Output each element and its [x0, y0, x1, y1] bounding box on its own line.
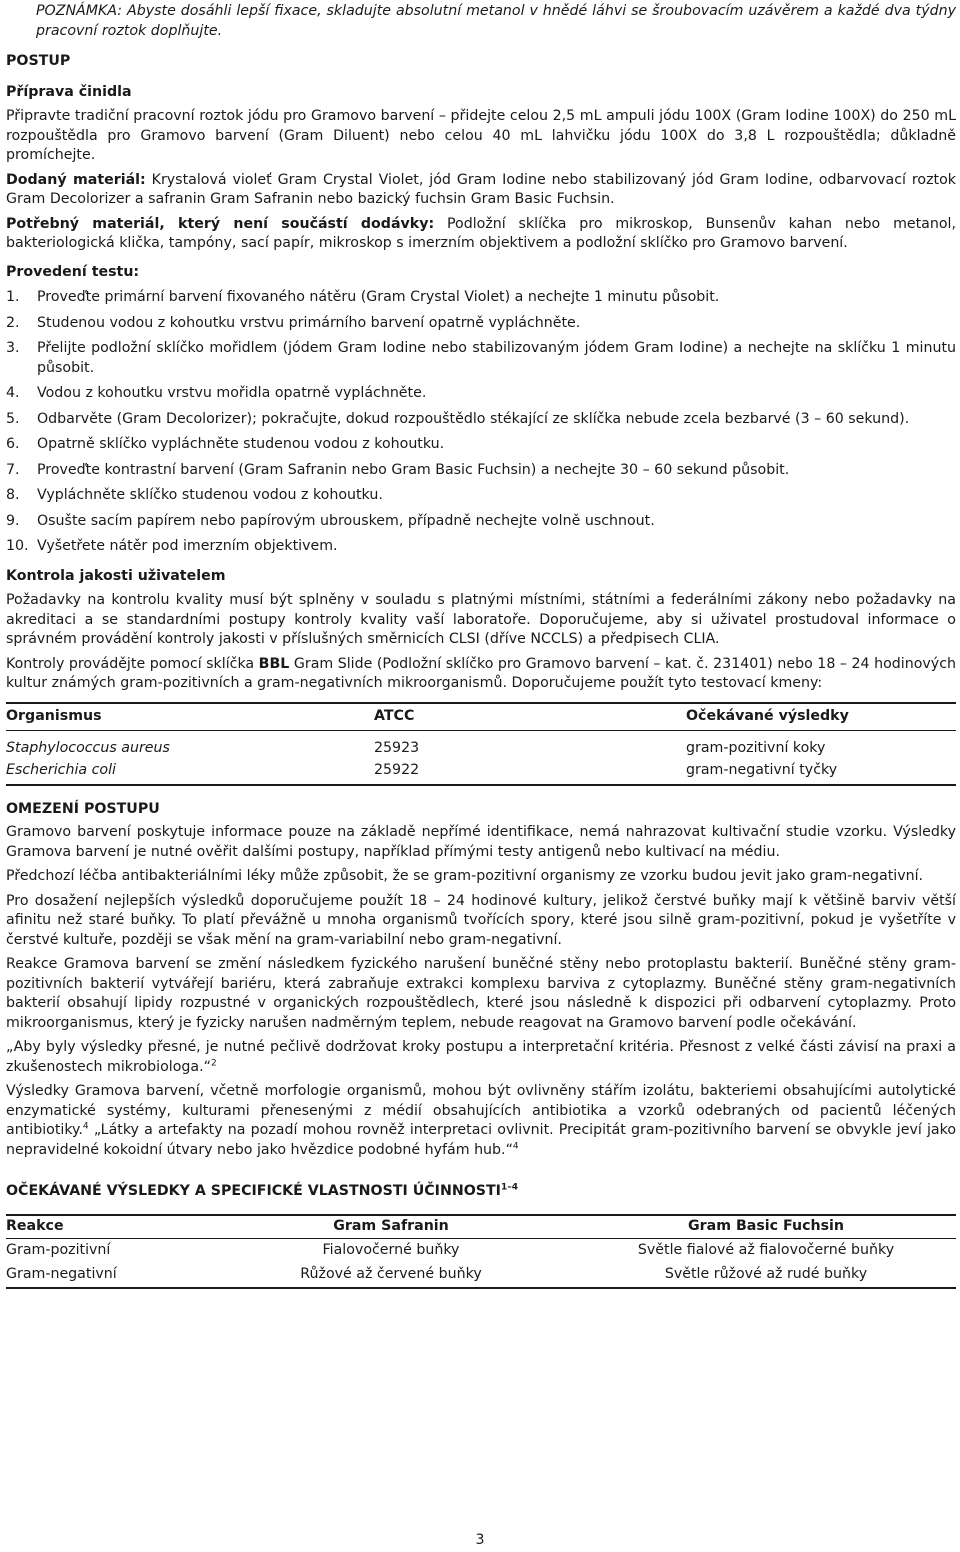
step-number: 2. — [6, 314, 20, 331]
quote-text: „Aby byly výsledky přesné, je nutné pečlivě dodržovat kroky postupu a interpretační kritéria. Přesnost z velké části závisí na praxi a zkušenostech mikrobiologa.“ — [6, 1039, 956, 1075]
list-item — [6, 339, 956, 378]
reaction-cell: Gram-pozitivní — [6, 1241, 111, 1258]
table-header-row — [6, 1215, 956, 1239]
list-item — [6, 435, 956, 455]
list-item — [6, 461, 956, 481]
reference-superscript: 4 — [82, 1121, 89, 1132]
table-row — [6, 1238, 956, 1263]
list-item — [6, 384, 956, 404]
reference-superscript: 4 — [512, 1140, 519, 1151]
atcc-cell: 25923 — [374, 739, 420, 756]
page-number: 3 — [475, 1532, 485, 1548]
table-row — [6, 1263, 956, 1288]
kontrola-paragraph-2 — [6, 655, 956, 694]
omezeni-paragraph-6 — [6, 1082, 956, 1160]
fuchsin-cell: Světle růžové až rudé buňky — [576, 1263, 956, 1288]
reaction-cell: Gram-negativní — [6, 1263, 206, 1288]
step-text: Studenou vodou z kohoutku vrstvu primárního barvení opatrně vypláchněte. — [37, 314, 581, 331]
dodany-label: Dodaný materiál: — [6, 171, 146, 188]
potrebny-label: Potřebný materiál, který není součástí dodávky: — [6, 215, 435, 232]
results-table — [6, 1214, 956, 1289]
step-number: 4. — [6, 385, 20, 401]
kontrola-p2-text-rest: Gram Slide (Podložní sklíčko pro Gramovo barvení – kat. č. 231401) nebo 18 – 24 hodinových kultur známých gram-pozitivních a gram-negativních mikroorganismů. Doporučujeme použít tyto testovací kmeny: — [6, 655, 956, 691]
priprava-heading: Příprava činidla — [6, 83, 132, 100]
kontrola-paragraph-1: Požadavky na kontrolu kvality musí být splněny v souladu s platnými místními, státními a federálními zákony nebo požadavky na akreditaci a se standardními postupy kontroly kvality vaší laboratoře. Doporučujeme, aby si uživatel prostudoval informace o správném provádění kontroly jakosti v příslušných směrnicích CLSI (dříve NCCLS) a předpisech CLIA. — [6, 592, 956, 647]
table-row — [6, 730, 956, 760]
p6-text-b: „Látky a artefakty na pozadí mohou rovněž interpretaci ovlivnit. Precipitát gram-pozitivního barvení se obvykle jeví jako nepravidelné kokoidní útvary nebo jako hvězdice podobné hyfám hub.“ — [6, 1122, 956, 1158]
omezeni-heading: OMEZENÍ POSTUPU — [6, 800, 160, 817]
omezeni-paragraph-3: Pro dosažení nejlepších výsledků doporučujeme použít 18 – 24 hodinové kultury, jelikož čerstvé buňky mají k většině barviv větší afinitu než staré buňky. To platí převážně u mnoha organismů tvořících spory, které jsou silně gram-pozitivní, pokud je vyšetříte v čerstvé kultuře, později se však mění na gram-variabilní nebo gram-negativní. — [6, 892, 956, 948]
fuchsin-cell: Světle fialové až fialovočerné buňky — [637, 1241, 895, 1258]
step-text: Vypláchněte sklíčko studenou vodou z kohoutku. — [37, 487, 383, 503]
step-number: 3. — [6, 340, 20, 356]
kontrola-heading: Kontrola jakosti uživatelem — [6, 567, 226, 584]
organism-cell: Staphylococcus aureus — [6, 739, 170, 756]
document-page — [6, 0, 956, 1289]
safranin-cell: Fialovočerné buňky — [322, 1241, 460, 1258]
table-row — [6, 760, 956, 785]
table-header-row — [6, 703, 956, 731]
result-cell: gram-pozitivní koky — [686, 739, 826, 756]
result-cell: gram-negativní tyčky — [686, 760, 956, 785]
dodany-text: Krystalová violeť Gram Crystal Violet, jód Gram Iodine nebo stabilizovaný jód Gram Iodine, odbarvovací roztok Gram Decolorizer a safranin Gram Safranin nebo bazický fuchsin Gram Basic Fuchsin. — [6, 171, 956, 207]
column-header-organismus: Organismus — [6, 703, 374, 731]
atcc-cell: 25922 — [374, 760, 686, 785]
step-number: 5. — [6, 410, 20, 427]
step-text: Opatrně sklíčko vypláchněte studenou vodou z kohoutku. — [37, 436, 445, 452]
vysledky-heading-text: OČEKÁVANÉ VÝSLEDKY A SPECIFICKÉ VLASTNOSTI ÚČINNOSTI — [6, 1183, 501, 1199]
step-text: Vodou z kohoutku vrstvu mořidla opatrně vypláchněte. — [37, 385, 427, 401]
column-header-safranin: Gram Safranin — [206, 1215, 576, 1239]
column-header-atcc: ATCC — [374, 703, 686, 731]
list-item — [6, 486, 956, 506]
column-header-reakce: Reakce — [6, 1215, 206, 1239]
vysledky-heading — [6, 1182, 956, 1202]
note-text: Abyste dosáhli lepší fixace, skladujte absolutní metanol v hnědé láhvi se šroubovacím uzávěrem a každé dva týdny pracovní roztok doplňujte. — [36, 3, 956, 39]
step-number: 7. — [6, 461, 20, 478]
bbl-brand: BBL — [258, 655, 290, 672]
step-text: Proveďte kontrastní barvení (Gram Safranin nebo Gram Basic Fuchsin) a nechejte 30 – 60 sekund působit. — [37, 461, 790, 478]
omezeni-paragraph-4: Reakce Gramova barvení se změní následkem fyzického narušení buněčné stěny nebo protoplastu bakterií. Buněčné stěny gram-pozitivních bakterií vytvářejí bariéru, která zabraňuje extrakci komplexu barviva z cytoplazmy. Buněčné stěny gram-negativních bakterií obsahují lipidy rozpustné v organických rozpouštědlech, které jsou následně k dispozici při odbarvení cytoplazmy. Proto mikroorganismus, který je fyzicky narušen nadměrným teplem, nebude reagovat na Gramovo barvení podle očekávání. — [6, 956, 956, 1031]
step-text: Odbarvěte (Gram Decolorizer); pokračujte, dokud rozpouštědlo stékající ze sklíčka nebude zcela bezbarvé (3 – 60 sekund). — [37, 410, 910, 427]
note-label: POZNÁMKA: — [36, 3, 123, 19]
list-item — [6, 314, 956, 334]
column-header-vysledky: Očekávané výsledky — [686, 703, 956, 731]
postup-heading: POSTUP — [6, 53, 71, 69]
list-item — [6, 410, 956, 430]
step-text: Vyšetřete nátěr pod imerzním objektivem. — [37, 538, 338, 554]
kontrola-p2-text: Kontroly provádějte pomocí sklíčka — [6, 655, 259, 672]
reference-superscript: 2 — [210, 1057, 217, 1068]
qc-table — [6, 702, 956, 786]
safranin-cell: Růžové až červené buňky — [206, 1263, 576, 1288]
omezeni-paragraph-1: Gramovo barvení poskytuje informace pouze na základě nepřímé identifikace, nemá nahrazovat kultivační studie vzorku. Výsledky Gramova barvení je nutné ověřit dalšími postupy, například přímými testy antigenů nebo kultivací na médiu. — [6, 824, 956, 860]
step-text: Osušte sacím papírem nebo papírovým ubrouskem, případně nechejte volně uschnout. — [37, 512, 655, 529]
note-paragraph — [6, 2, 956, 41]
priprava-paragraph: Připravte tradiční pracovní roztok jódu pro Gramovo barvení – přidejte celou 2,5 mL ampuli jódu 100X (Gram Iodine 100X) do 250 mL rozpouštědla pro Gramovo barvení (Gram Diluent) nebo celou 40 mL lahvičku jódu 100X do 3,8 L rozpouštědla; důkladně promíchejte. — [6, 108, 956, 163]
organism-cell: Escherichia coli — [6, 760, 374, 785]
potrebny-text: Podložní sklíčka pro mikroskop, Bunsenův kahan nebo metanol, bakteriologická klička, tampóny, sací papír, mikroskop s imerzním objektivem a podložní sklíčko pro Gramovo barvení. — [6, 215, 956, 251]
step-number: 9. — [6, 512, 20, 529]
steps-list — [6, 288, 956, 557]
list-item — [6, 537, 956, 557]
omezeni-paragraph-5 — [6, 1038, 956, 1077]
step-text: Přelijte podložní sklíčko mořidlem (jódem Gram Iodine nebo stabilizovaným jódem Gram Iodine) a nechejte na sklíčku 1 minutu působit. — [37, 340, 956, 376]
step-text: Proveďte primární barvení fixovaného nátěru (Gram Crystal Violet) a nechejte 1 minutu působit. — [37, 289, 720, 305]
potrebny-paragraph — [6, 215, 956, 254]
provedeni-heading: Provedení testu: — [6, 263, 140, 280]
step-number: 8. — [6, 487, 20, 503]
omezeni-paragraph-2: Předchozí léčba antibakteriálními léky může způsobit, že se gram-pozitivní organismy ze vzorku budou jevit jako gram-negativní. — [6, 868, 924, 884]
step-number: 10. — [6, 538, 29, 554]
reference-superscript: 1–4 — [500, 1182, 518, 1193]
column-header-fuchsin: Gram Basic Fuchsin — [576, 1215, 956, 1239]
list-item — [6, 288, 956, 308]
list-item — [6, 512, 956, 532]
p6-text-a: Výsledky Gramova barvení, včetně morfologie organismů, mohou být ovlivněny stářím izolátu, bakteriemi obsahujícími autolytické enzymatické systémy, kulturami přenesenými z médií obsahujících antibiotika a vzorků odebraných od pacientů léčených antibiotiky. — [6, 1083, 956, 1138]
step-number: 1. — [6, 289, 20, 305]
dodany-paragraph — [6, 171, 956, 210]
step-number: 6. — [6, 436, 20, 452]
